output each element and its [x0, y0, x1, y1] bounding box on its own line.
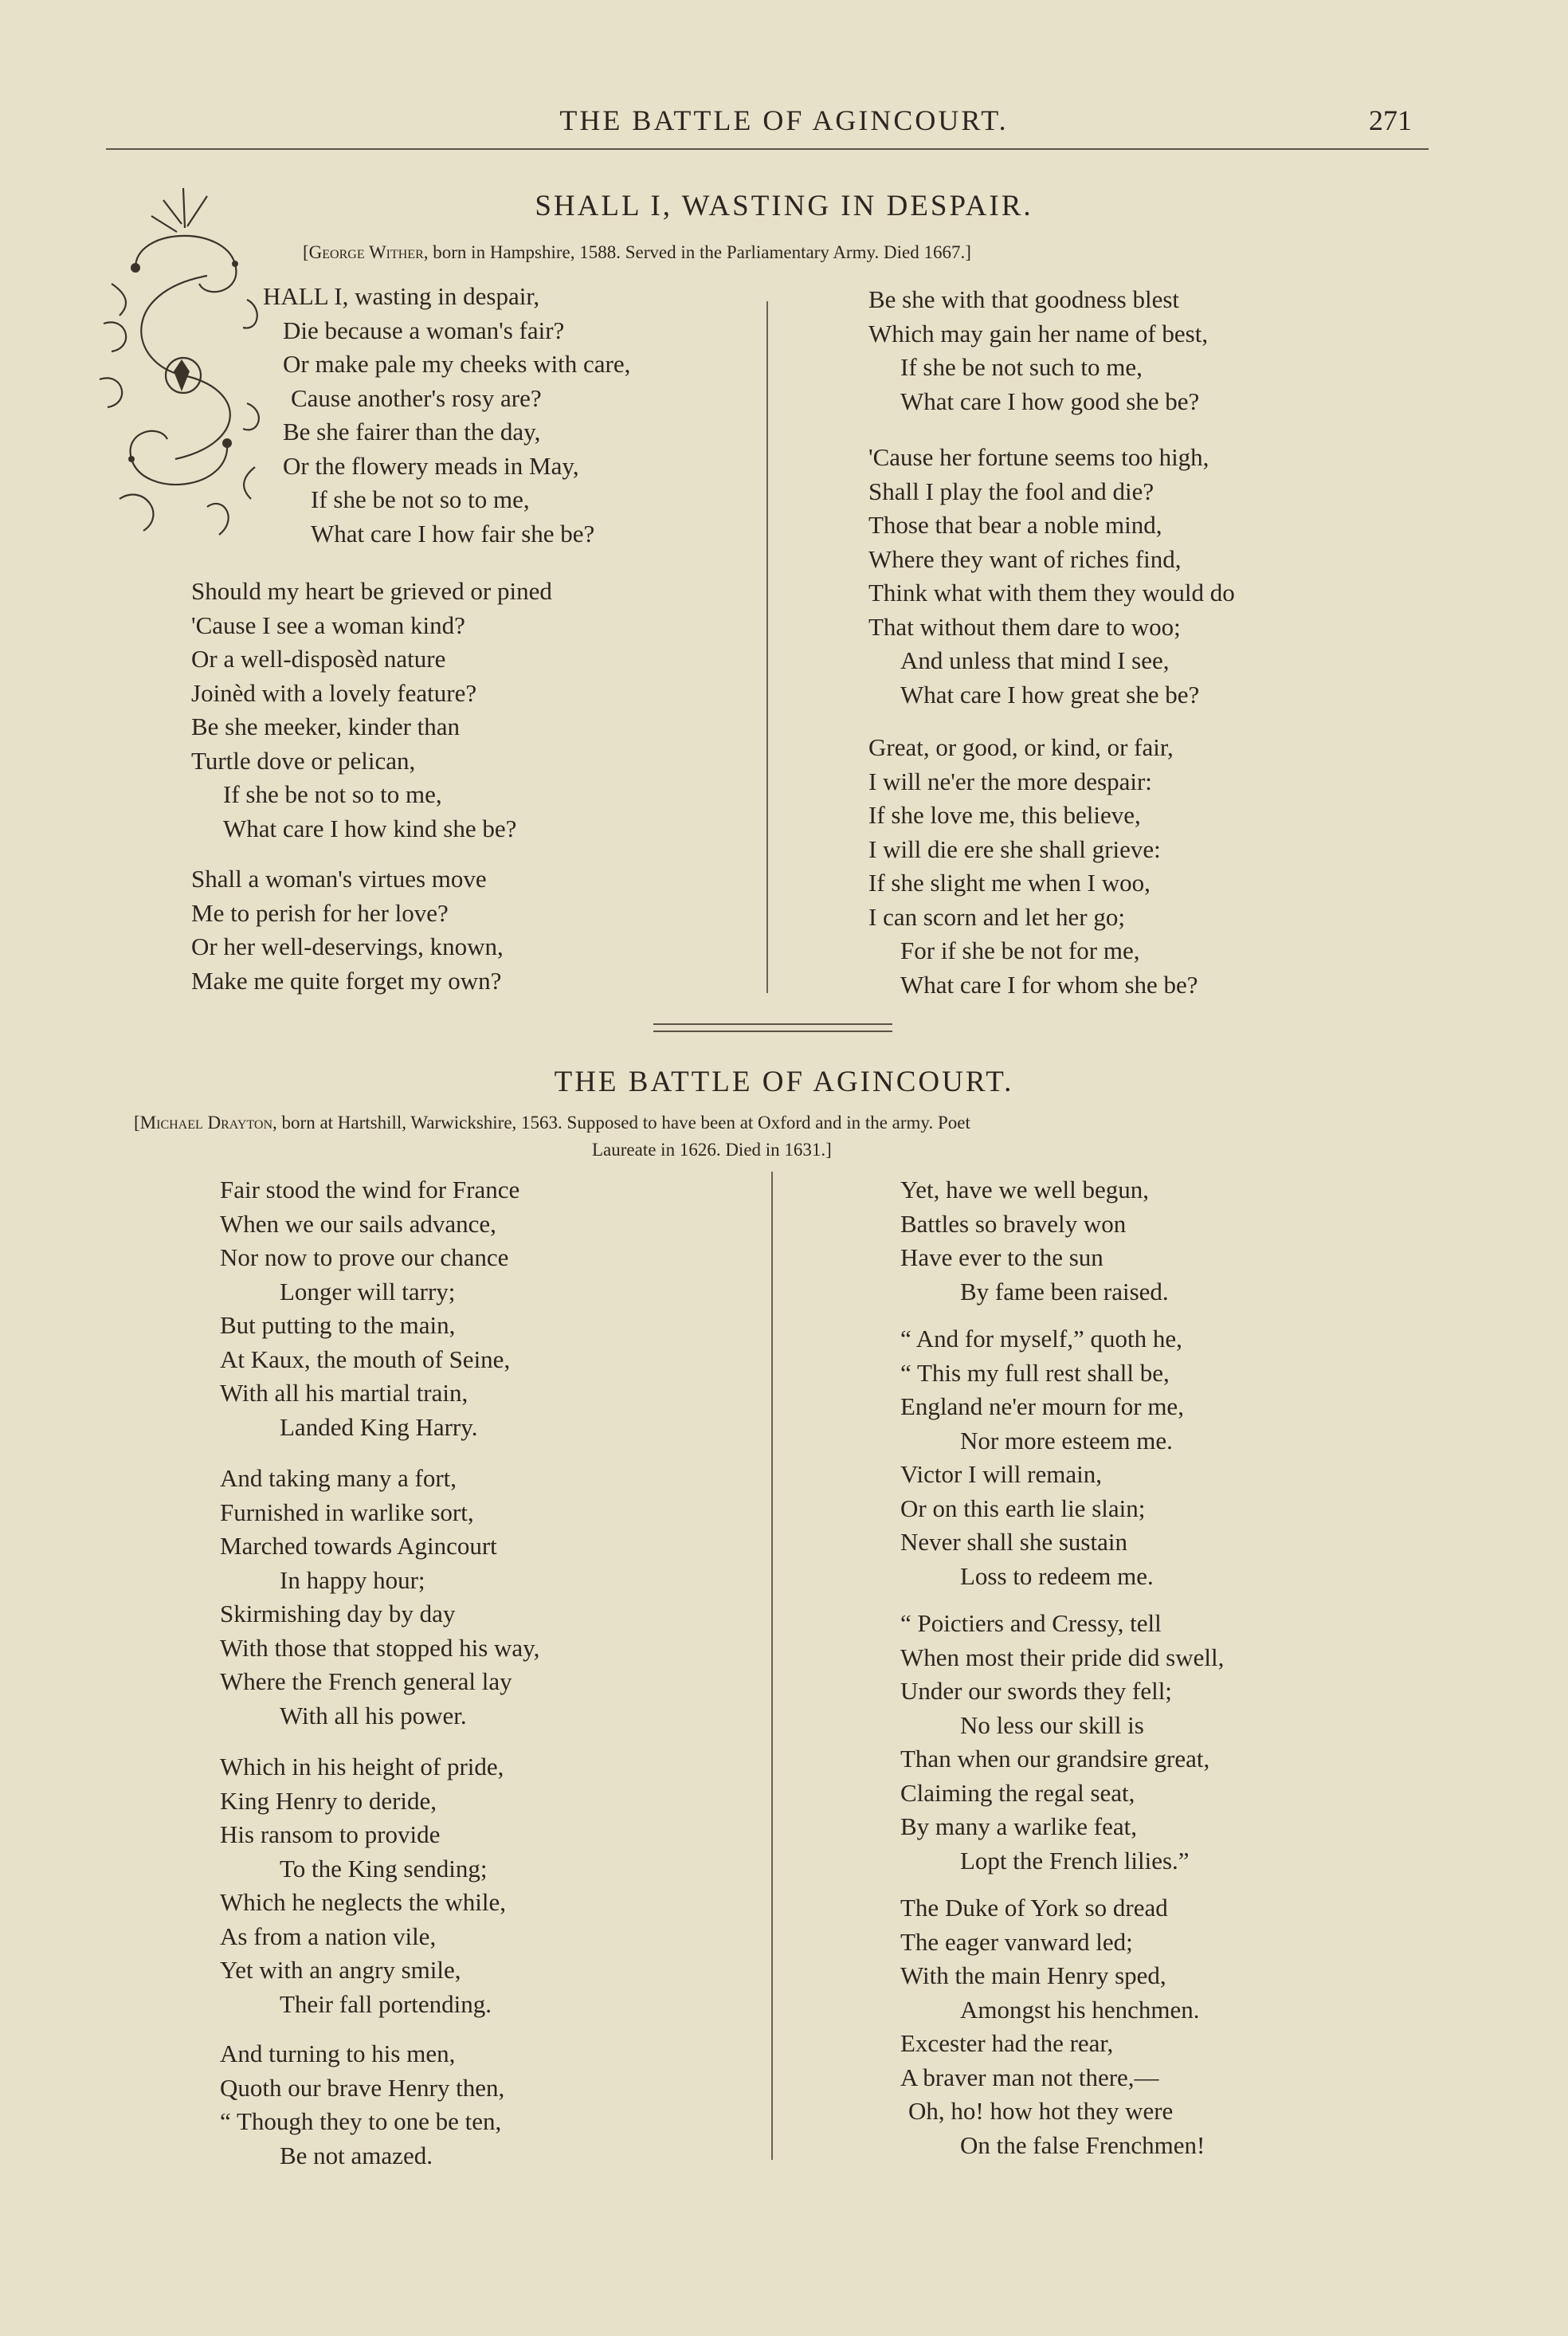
poem-line: And turning to his men,	[220, 2040, 456, 2067]
poem-line: What care I how fair she be?	[311, 519, 595, 548]
poem-line: His ransom to provide	[220, 1820, 441, 1848]
poem-line: Be she with that goodness blest	[868, 285, 1180, 313]
poem-line: What care I for whom she be?	[900, 970, 1198, 999]
poem-line: By fame been raised.	[960, 1277, 1169, 1305]
poem-line: Shall a woman's virtues move	[191, 865, 487, 893]
poem-line: England ne'er mourn for me,	[900, 1392, 1184, 1420]
poem-line: A braver man not there,—	[900, 2063, 1159, 2091]
poem2-stanza-8	[900, 1891, 1205, 2162]
poem1-column-rule	[766, 301, 768, 993]
poem-line: In happy hour;	[280, 1565, 425, 1594]
poem-line: Cause another's rosy are?	[291, 383, 542, 412]
poem2-stanza-1	[220, 1173, 519, 1444]
poem-line: With those that stopped his way,	[220, 1633, 540, 1662]
poem-line: Me to perish for her love?	[191, 898, 449, 927]
poem-line: “ And for myself,” quoth he,	[900, 1325, 1182, 1353]
poem-line: But putting to the main,	[220, 1311, 456, 1339]
poem-line: Have ever to the sun	[900, 1243, 1103, 1271]
poem-line: On the false Frenchmen!	[960, 2130, 1205, 2159]
poem-line: And taking many a fort,	[220, 1464, 457, 1492]
poem-line: Or on this earth lie slain;	[900, 1494, 1146, 1522]
poem1-stanza-3	[191, 862, 504, 998]
poem-line: “ Poictiers and Cressy, tell	[900, 1609, 1162, 1637]
poem-line: Yet with an angry smile,	[220, 1956, 461, 1984]
poem-line: If she be not so to me,	[223, 780, 442, 808]
poem-line: The Duke of York so dread	[900, 1894, 1168, 1922]
poem-line: Furnished in warlike sort,	[220, 1498, 474, 1526]
poem-line: With all his power.	[280, 1701, 467, 1729]
poem-line: If she be not so to me,	[311, 485, 530, 513]
poem-line: Be she fairer than the day,	[283, 418, 541, 446]
poem-line: Nor more esteem me.	[960, 1426, 1173, 1455]
poem-line: Which he neglects the while,	[220, 1888, 506, 1916]
poem-line: Excester had the rear,	[900, 2029, 1114, 2057]
poem-line: When most their pride did swell,	[900, 1643, 1225, 1671]
poem2-stanza-7	[900, 1607, 1224, 1878]
poem-line: By many a warlike feat,	[900, 1812, 1137, 1840]
poem-line: If she love me, this believe,	[868, 801, 1141, 829]
running-header-title: THE BATTLE OF AGINCOURT.	[559, 104, 1009, 136]
poem1-stanza-4	[868, 283, 1208, 418]
poem-line: Never shall she sustain	[900, 1528, 1127, 1556]
header-rule	[106, 148, 1429, 150]
poem2-credit-line-1	[134, 1111, 970, 1135]
poem1-stanza-6	[868, 731, 1198, 1002]
poem-line: The eager vanward led;	[900, 1927, 1133, 1956]
poem1-stanza-1	[263, 280, 630, 551]
poem-line: Which may gain her name of best,	[868, 319, 1209, 347]
poem-line: 'Cause I see a woman kind?	[191, 611, 465, 639]
poem-line: Those that bear a noble mind,	[868, 511, 1162, 539]
poem-line: Longer will tarry;	[280, 1277, 456, 1305]
poem-line: Be not amazed.	[280, 2141, 433, 2169]
ornamental-drop-cap-s-icon	[88, 180, 279, 555]
poem-line: Amongst his henchmen.	[960, 1995, 1200, 2024]
poem-line: And unless that mind I see,	[900, 646, 1170, 674]
credit-author: Michael Drayton	[139, 1113, 273, 1133]
poem2-stanza-2	[220, 1462, 539, 1733]
poem-line: Under our swords they fell;	[900, 1677, 1172, 1705]
poem-line: Joinèd with a lovely feature?	[191, 678, 477, 707]
poem-line: Die because a woman's fair?	[283, 316, 565, 344]
poem-line: I will ne'er the more despair:	[868, 767, 1152, 795]
poem-line: If she be not such to me,	[900, 353, 1143, 381]
section-divider-top	[653, 1023, 892, 1025]
poem1-credit	[303, 241, 971, 265]
poem-line: Or a well-disposèd nature	[191, 645, 446, 673]
poem1-stanza-5	[868, 441, 1235, 712]
poem-line: Be she meeker, kinder than	[191, 713, 461, 740]
poem1-stanza-2	[191, 575, 552, 846]
poem-line: “ Though they to one be ten,	[220, 2107, 502, 2135]
poem2-column-rule	[771, 1172, 773, 2160]
poem-line: Loss to redeem me.	[960, 1561, 1154, 1590]
poem-line: Battles so bravely won	[900, 1209, 1127, 1238]
poem-line: Landed King Harry.	[280, 1412, 478, 1441]
poem-line: If she slight me when I woo,	[868, 869, 1151, 897]
poem-line: Oh, ho! how hot they were	[908, 2097, 1174, 2125]
poem2-stanza-4	[220, 2037, 504, 2173]
poem-line: Think what with them they would do	[868, 579, 1235, 607]
poem-line: Claiming the regal seat,	[900, 1778, 1135, 1807]
poem-line: Lopt the French lilies.”	[960, 1846, 1190, 1875]
poem-line: For if she be not for me,	[900, 936, 1140, 964]
poem-line: Should my heart be grieved or pined	[191, 577, 552, 605]
poem-line: Yet, have we well begun,	[900, 1176, 1149, 1203]
poem-line: Shall I play the fool and die?	[868, 477, 1154, 505]
poem-line: Quoth our brave Henry then,	[220, 2073, 505, 2102]
poem-line: What care I how great she be?	[900, 680, 1200, 709]
poem-line: King Henry to deride,	[220, 1786, 437, 1815]
poem-line: Turtle dove or pelican,	[191, 746, 416, 775]
poem-line: With all his martial train,	[220, 1379, 468, 1407]
poem-line: I can scorn and let her go;	[868, 902, 1125, 931]
poem-line: Victor I will remain,	[900, 1460, 1102, 1488]
poem-line: I will die ere she shall grieve:	[868, 834, 1161, 863]
poem-line: 'Cause her fortune seems too high,	[868, 443, 1209, 471]
credit-details: , born at Hartshill, Warwickshire, 1563. Supposed to have been at Oxford and in the army. Poet	[272, 1113, 970, 1133]
credit-details: , born in Hampshire, 1588. Served in the Parliamentary Army. Died 1667.]	[423, 242, 971, 262]
page-number: 271	[1369, 104, 1412, 136]
section-divider-bottom	[653, 1031, 892, 1032]
poem-line: HALL I, wasting in despair,	[263, 282, 540, 310]
poem-line: That without them dare to woo;	[868, 612, 1181, 641]
poem-line: To the King sending;	[280, 1854, 488, 1883]
poem2-stanza-5	[900, 1173, 1169, 1309]
poem-line: Where they want of riches find,	[868, 544, 1182, 573]
poem-line: Which in his height of pride,	[220, 1753, 504, 1780]
poem-line: Fair stood the wind for France	[220, 1176, 520, 1203]
poem-line: At Kaux, the mouth of Seine,	[220, 1345, 511, 1373]
poem-line: Or the flowery meads in May,	[283, 451, 579, 480]
poem-line: Where the French general lay	[220, 1667, 512, 1695]
poem-line: No less our skill is	[960, 1710, 1144, 1739]
poem-line: When we our sails advance,	[220, 1209, 496, 1238]
poem-line: Marched towards Agincourt	[220, 1532, 497, 1560]
poem2-stanza-6	[900, 1322, 1184, 1593]
poem-line: With the main Henry sped,	[900, 1961, 1166, 1989]
poem2-title: THE BATTLE OF AGINCOURT.	[554, 1066, 1014, 1098]
poem-line: Skirmishing day by day	[220, 1600, 456, 1627]
credit-author: George Wither	[308, 242, 424, 262]
poem-line: Or her well-deservings, known,	[191, 932, 504, 960]
poem-line: Nor now to prove our chance	[220, 1243, 509, 1271]
poem-line: As from a nation vile,	[220, 1922, 437, 1950]
poem-line: Or make pale my cheeks with care,	[283, 350, 631, 378]
poem-line: Make me quite forget my own?	[191, 966, 502, 995]
poem1-title: SHALL I, WASTING IN DESPAIR.	[535, 190, 1033, 222]
poem-line: Than when our grandsire great,	[900, 1745, 1210, 1773]
poem-line: Great, or good, or kind, or fair,	[868, 733, 1174, 761]
poem2-credit-line-2: Laureate in 1626. Died in 1631.]	[592, 1140, 832, 1160]
poem2-stanza-3	[220, 1750, 506, 2021]
credit-open-bracket: [	[134, 1113, 140, 1133]
credit-open-bracket: [	[303, 242, 309, 262]
poem-line: Their fall portending.	[280, 1989, 492, 2018]
poem-line: What care I how good she be?	[900, 387, 1200, 415]
poem-line: What care I how kind she be?	[223, 814, 517, 842]
poem-line: “ This my full rest shall be,	[900, 1358, 1170, 1387]
